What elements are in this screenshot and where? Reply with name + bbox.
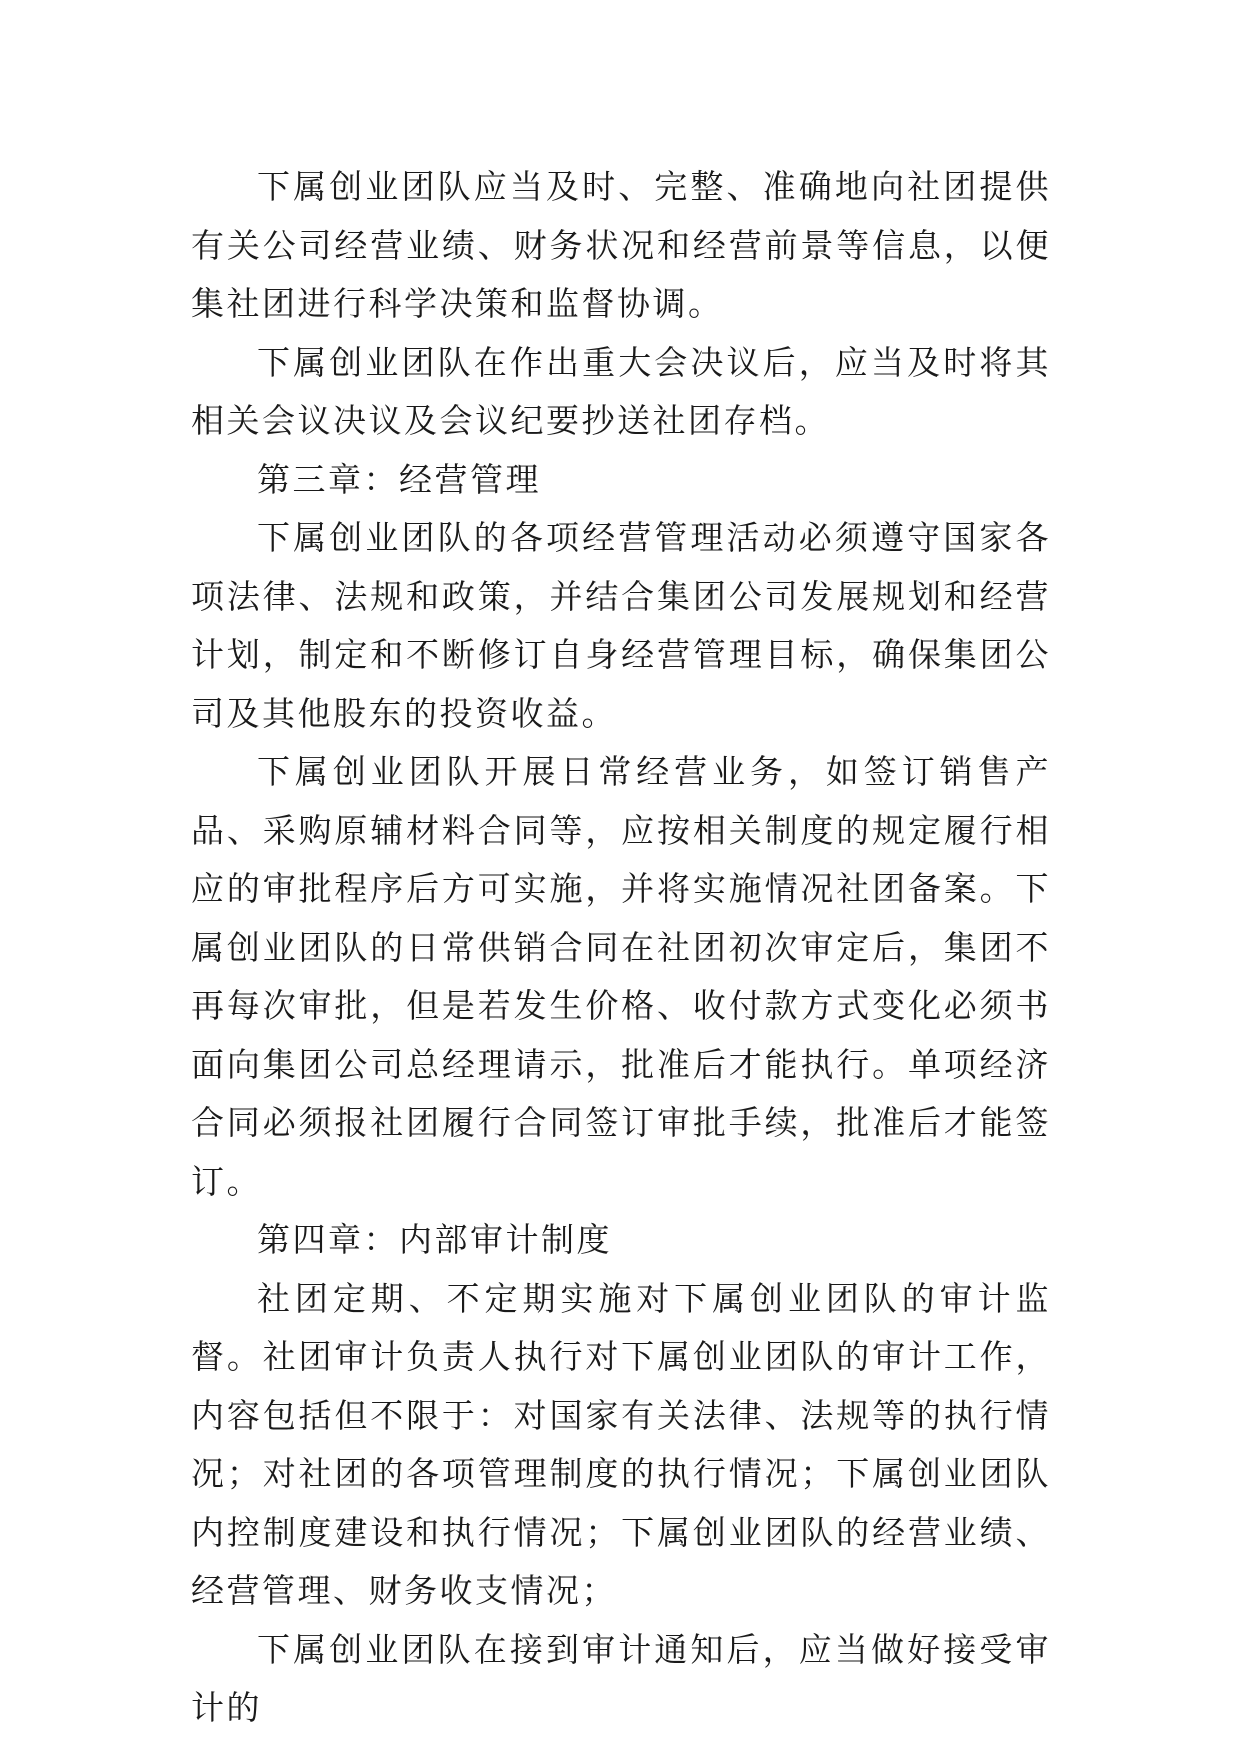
paragraph-audit-notice: 下属创业团队在接到审计通知后，应当做好接受审计的 — [191, 1629, 1051, 1727]
chapter-heading-audit: 第四章：内部审计制度 — [257, 1220, 612, 1259]
paragraph-resolution-filing: 下属创业团队在作出重大会决议后，应当及时将其相关会议决议及会议纪要抄送社团存档。 — [191, 342, 1051, 440]
paragraph-operations-compliance: 下属创业团队的各项经营管理活动必须遵守国家各项法律、法规和政策，并结合集团公司发展规划和经营计划，制定和不断修订自身经营管理目标，确保集团公司及其他股东的投资收益。 — [191, 518, 1051, 733]
chapter-heading-operations: 第三章：经营管理 — [257, 459, 541, 499]
paragraph-audit-scope: 社团定期、不定期实施对下属创业团队的审计监督。社团审计负责人执行对下属创业团队的审计工作，内容包括但不限于：对国家有关法律、法规等的执行情况；对社团的各项管理制度的执行情况；下属创业团队内控制度建设和执行情况；下属创业团队的经营业绩、经营管理、财务收支情况； — [191, 1278, 1051, 1610]
paragraph-contract-approval: 下属创业团队开展日常经营业务，如签订销售产品、采购原辅材料合同等，应按相关制度的规定履行相应的审批程序后方可实施，并将实施情况社团备案。下属创业团队的日常供销合同在社团初次审定后，集团不再每次审批，但是若发生价格、收付款方式变化必须书面向集团公司总经理请示，批准后才能执行。单项经济合同必须报社团履行合同签订审批手续，批准后才能签订。 — [191, 752, 1051, 1201]
paragraph-info-provision: 下属创业团队应当及时、完整、准确地向社团提供有关公司经营业绩、财务状况和经营前景等信息，以便集社团进行科学决策和监督协调。 — [191, 167, 1051, 323]
document-body — [191, 158, 1051, 1738]
